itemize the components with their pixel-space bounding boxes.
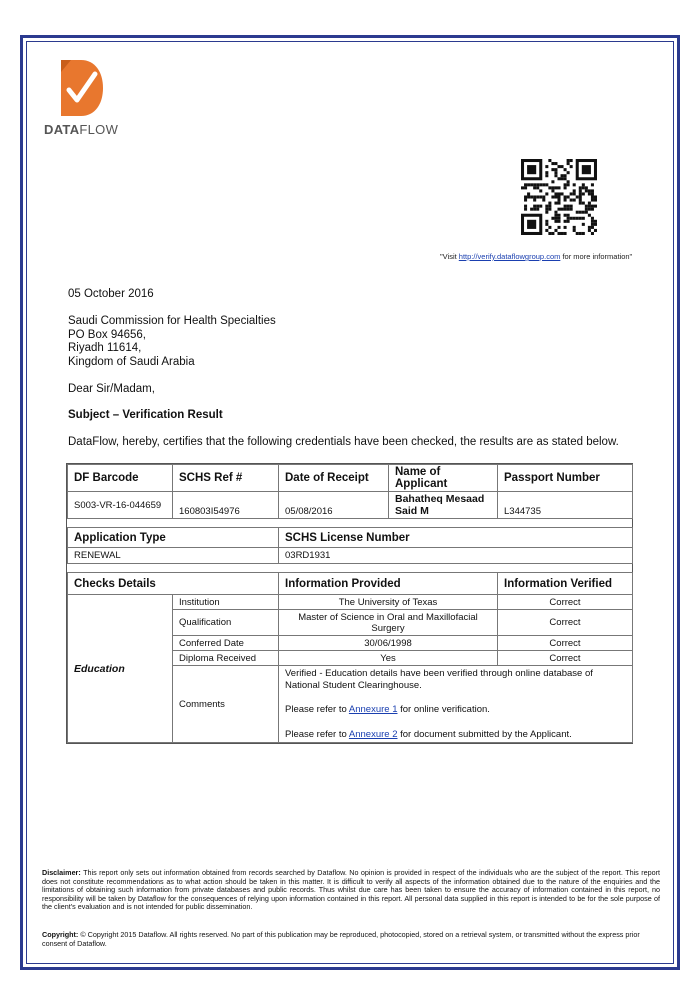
cell-df-barcode: S003-VR-16-044659 <box>68 492 173 519</box>
section-education: Education <box>68 595 173 743</box>
check-verified: Correct <box>498 595 633 610</box>
check-verified: Correct <box>498 636 633 651</box>
info-verified-header: Information Verified <box>498 573 633 595</box>
annexure-1-note: Please refer to Annexure 1 for online verification. <box>285 704 490 715</box>
header-passport: Passport Number <box>498 465 633 492</box>
check-provided: Master of Science in Oral and Maxillofacial Surgery <box>279 610 498 636</box>
logo-mark-icon <box>59 58 105 118</box>
application-type-label: Application Type <box>68 528 279 548</box>
copyright: Copyright: © Copyright 2015 Dataflow. All rights reserved. No part of this publication may be reproduced, photocopied, stored on a retrieval system, or transmitted without the express prior consent of Dataflow. <box>42 930 640 948</box>
verification-table <box>66 463 633 744</box>
info-provided-header: Information Provided <box>279 573 498 595</box>
cell-applicant-name: Bahatheq Mesaad Said M <box>389 492 498 519</box>
annexure-2-note: Please refer to Annexure 2 for document submitted by the Applicant. <box>285 729 572 740</box>
license-number-label: SCHS License Number <box>279 528 633 548</box>
annexure-2-link[interactable]: Annexure 2 <box>348 729 398 740</box>
cell-date-receipt: 05/08/2016 <box>279 492 389 519</box>
address-line: Kingdom of Saudi Arabia <box>68 355 195 368</box>
logo-wordmark: DATAFLOW <box>44 122 119 137</box>
check-verified: Correct <box>498 651 633 666</box>
address-line: Riyadh 11614, <box>68 342 142 355</box>
checks-details-header: Checks Details <box>68 573 279 595</box>
annexure-1-link[interactable]: Annexure 1 <box>348 704 398 715</box>
application-type-value: RENEWAL <box>68 548 279 564</box>
check-provided: Yes <box>279 651 498 666</box>
license-number-value: 03RD1931 <box>279 548 633 564</box>
check-label: Institution <box>173 595 279 610</box>
comments-label: Comments <box>173 666 279 743</box>
check-label: Qualification <box>173 610 279 636</box>
letter-date: 05 October 2016 <box>68 288 154 300</box>
comments-text: Verified - Education details have been verified through online database of National Student Clearinghouse. <box>285 668 593 691</box>
check-provided: 30/06/1998 <box>279 636 498 651</box>
verify-link[interactable]: http://verify.dataflowgroup.com <box>458 252 561 261</box>
dataflow-logo <box>44 58 124 137</box>
verify-note: "Visit http://verify.dataflowgroup.com for more information" <box>440 252 633 261</box>
header-schs-ref: SCHS Ref # <box>173 465 279 492</box>
comments-cell <box>279 666 633 743</box>
check-label: Diploma Received <box>173 651 279 666</box>
header-df-barcode: DF Barcode <box>68 465 173 492</box>
qr-code-icon <box>521 159 597 235</box>
header-date-receipt: Date of Receipt <box>279 465 389 492</box>
intro-text: DataFlow, hereby, certifies that the following credentials have been checked, the results are as stated below. <box>68 436 619 448</box>
check-label: Conferred Date <box>173 636 279 651</box>
address-line: Saudi Commission for Health Specialties <box>68 315 276 327</box>
disclaimer: Disclaimer: This report only sets out information obtained from records searched by Dataflow. No opinion is provided in respect of the individuals who are the subject of the report. This report does not constitute recommendations as to what action should be taken in this matter. It is difficult to verify all aspects of the information obtained due to the nature of the enquiries and the limitations of obtaining such information from private databases and public records. Thus whilst due care has been taken to ensure the accuracy of information contained in this report, no responsibility will be taken by Dataflow for the consequences of relying upon information contained in this report. All personal data supplied in this report is intended to be for the sole purpose of the client's evaluation and is not intended for public dissemination. <box>42 868 660 912</box>
greeting: Dear Sir/Madam, <box>68 383 155 395</box>
header-applicant-name: Name of Applicant <box>389 465 498 492</box>
recipient-address <box>68 315 276 369</box>
cell-passport: L344735 <box>498 492 633 519</box>
check-verified: Correct <box>498 610 633 636</box>
address-line: PO Box 94656, <box>68 328 146 341</box>
check-provided: The University of Texas <box>279 595 498 610</box>
subject-line: Subject – Verification Result <box>68 409 223 421</box>
cell-schs-ref: 160803I54976 <box>173 492 279 519</box>
